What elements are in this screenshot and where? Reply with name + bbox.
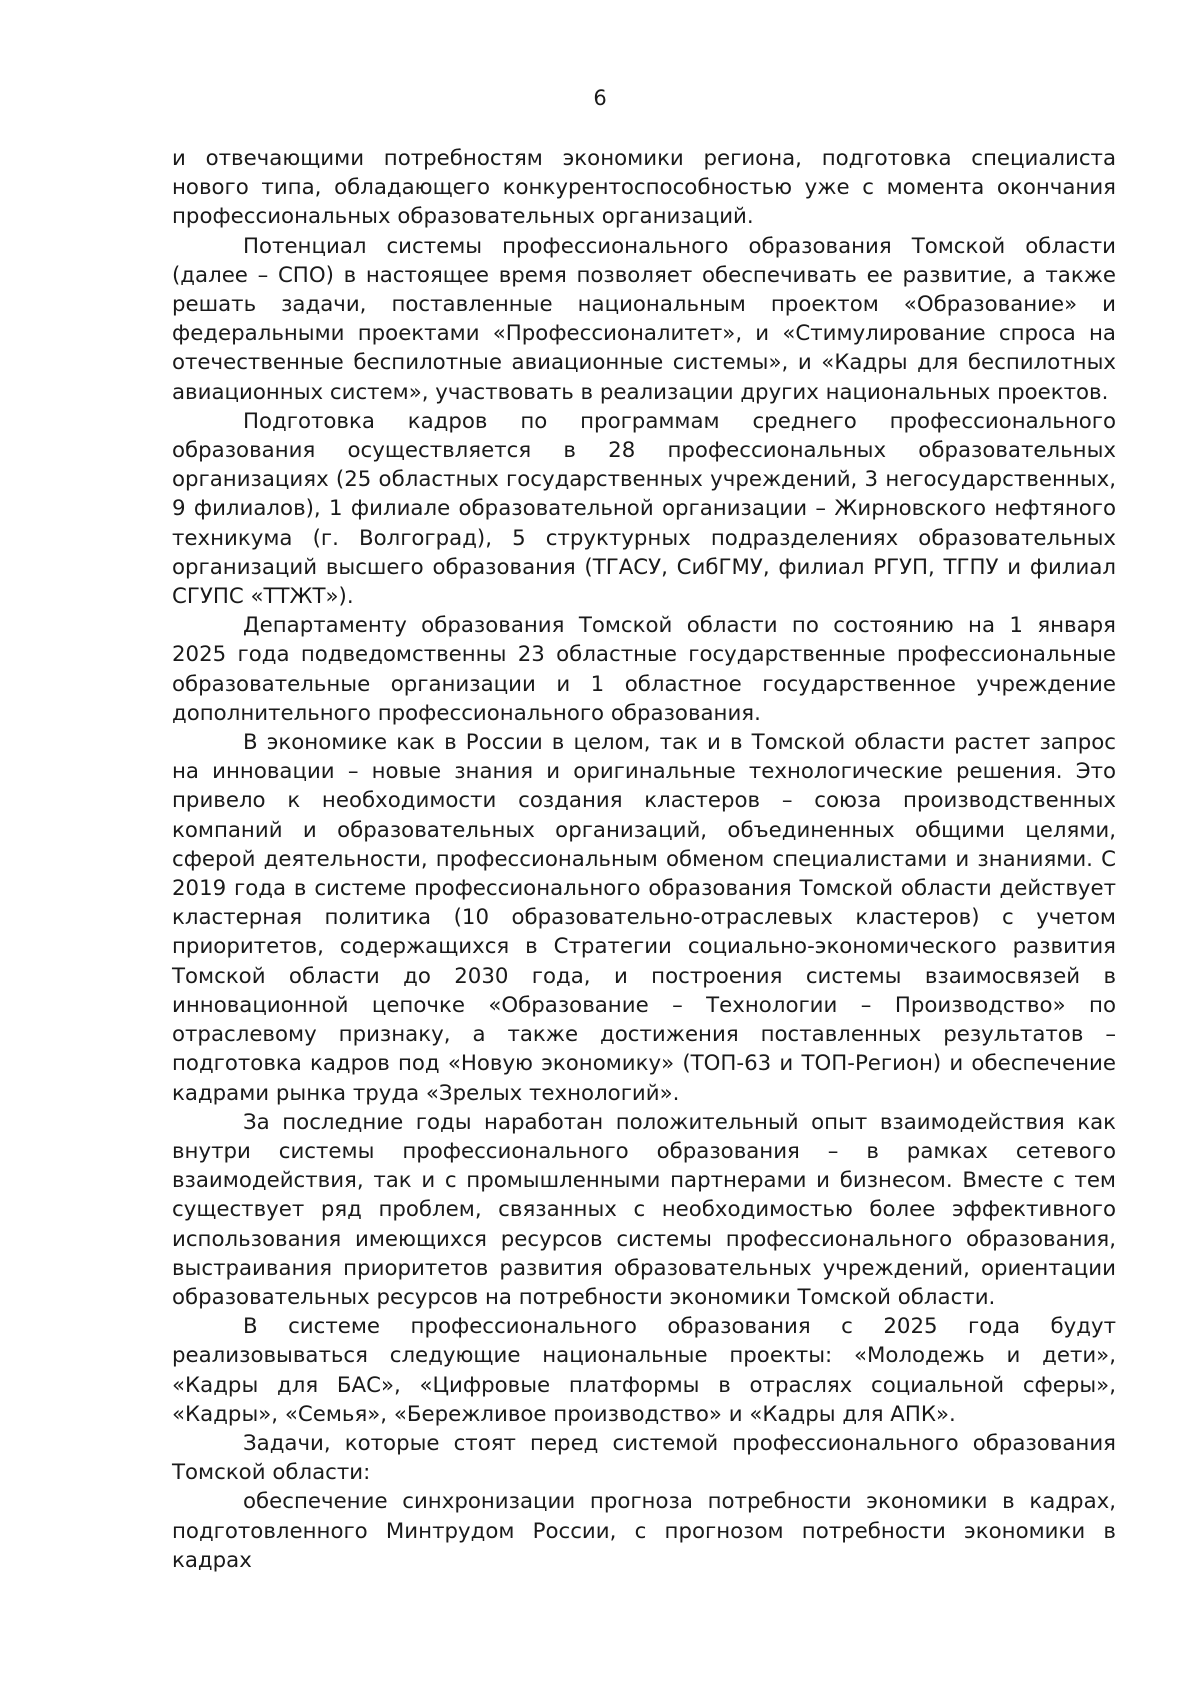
paragraph-department-subordinates: Департаменту образования Томской области по состоянию на 1 января 2025 года подведомственны 23 областные государственные профессиональные образовательные организации и 1 областное государственное учреждение дополнительного профессионального образования. bbox=[172, 613, 1116, 726]
paragraph-continuation: и отвечающими потребностям экономики региона, подготовка специалиста нового типа, обладающего конкурентоспособностью уже с момента окончания профессиональных образовательных организаций. bbox=[172, 146, 1116, 230]
paragraph-spo-potential: Потенциал системы профессионального образования Томской области (далее – СПО) в настоящее время позволяет обеспечивать ее развитие, а также решать задачи, поставленные национальным проектом «Образование» и федеральными проектами «Профессионалитет», и «Стимулирование спроса на отечественные беспилотные авиационные системы», и «Кадры для беспилотных авиационных систем», участвовать в реализации других национальных проектов. bbox=[172, 233, 1116, 405]
paragraph-task-synchronization: обеспечение синхронизации прогноза потребности экономики в кадрах, подготовленного Минтрудом России, с прогнозом потребности экономики в кадрах bbox=[172, 1489, 1116, 1573]
paragraph-training-organizations: Подготовка кадров по программам среднего профессионального образования осуществляется в 28 профессиональных образовательных организациях (25 областных государственных учреждений, 3 негосударственных, 9 филиалов), 1 филиале образовательной организации – Жирновского нефтяного техникума (г. Волгоград), 5 структурных подразделениях образовательных организаций высшего образования (ТГАСУ, СибГМУ, филиал РГУП, ТГПУ и филиал СГУПС «ТТЖТ»). bbox=[172, 408, 1116, 610]
paragraph-national-projects: В системе профессионального образования с 2025 года будут реализовываться следующие национальные проекты: «Молодежь и дети», «Кадры для БАС», «Цифровые платформы в отраслях социальной сферы», «Кадры», «Семья», «Бережливое производство» и «Кадры для АПК». bbox=[172, 1314, 1116, 1427]
paragraph-interaction-experience: За последние годы наработан положительный опыт взаимодействия как внутри системы профессионального образования – в рамках сетевого взаимодействия, так и с промышленными партнерами и бизнесом. Вместе с тем существует ряд проблем, связанных с необходимостью более эффективного использования имеющихся ресурсов системы профессионального образования, выстраивания приоритетов развития образовательных учреждений, ориентации образовательных ресурсов на потребности экономики Томской области. bbox=[172, 1109, 1116, 1310]
paragraph-cluster-policy: В экономике как в России в целом, так и в Томской области растет запрос на инновации – новые знания и оригинальные технологические решения. Это привело к необходимости создания кластеров – союза производственных компаний и образовательных организаций, объединенных общими целями, сферой деятельности, профессиональным обменом специалистами и знаниями. С 2019 года в системе профессионального образования Томской области действует кластерная политика (10 образовательно-отраслевых кластеров) с учетом приоритетов, содержащихся в Стратегии социально-экономического развития Томской области до 2030 года, и построения системы взаимосвязей в инновационной цепочке «Образование – Технологии – Производство» по отраслевому признаку, а также достижения поставленных результатов – подготовка кадров под «Новую экономику» (ТОП-63 и ТОП-Регион) и обеспечение кадрами рынка труда «Зрелых технологий». bbox=[172, 730, 1116, 1106]
document-body bbox=[172, 144, 1116, 1575]
page-number: 6 bbox=[593, 86, 607, 110]
paragraph-tasks-intro: Задачи, которые стоят перед системой профессионального образования Томской области: bbox=[172, 1430, 1116, 1486]
